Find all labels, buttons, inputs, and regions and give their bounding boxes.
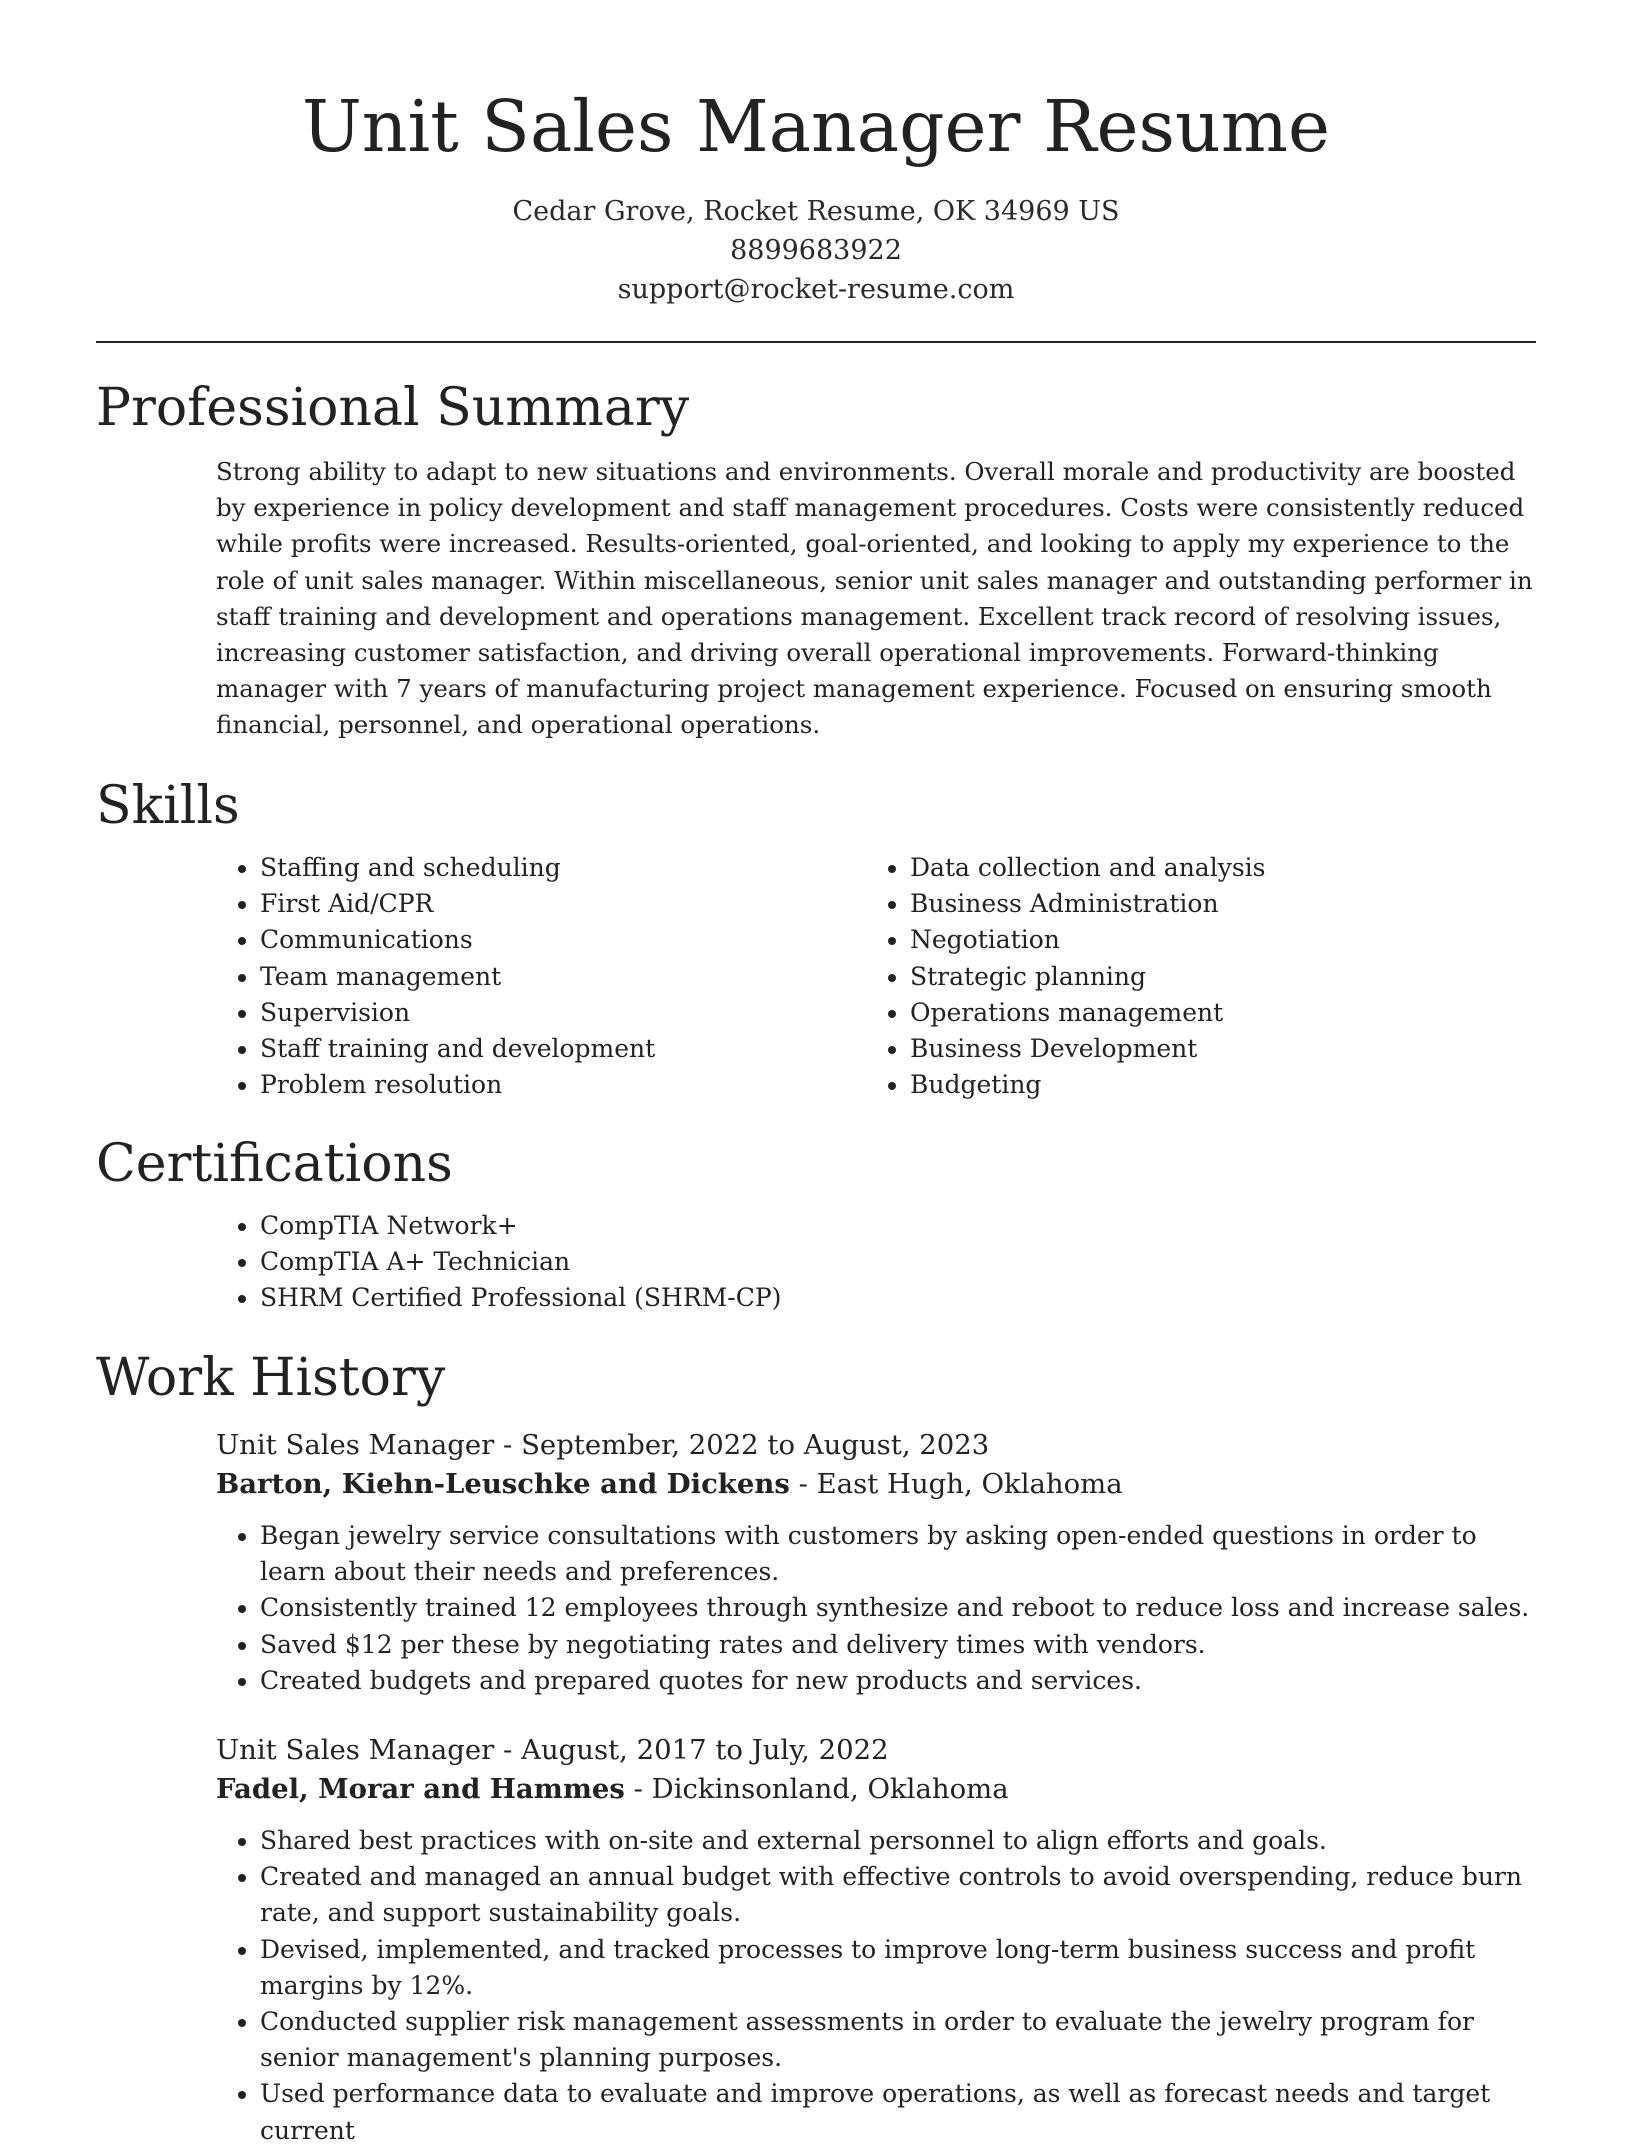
summary-section xyxy=(96,376,1536,744)
certifications-section xyxy=(96,1132,1536,1317)
company-name: Barton, Kiehn-Leuschke and Dickens xyxy=(216,1468,790,1500)
duty-item: • Saved $12 per these by negotiating rates and delivery times with vendors. xyxy=(260,1627,1536,1663)
skill-item: • Business Development xyxy=(910,1031,1516,1067)
summary-heading: Professional Summary xyxy=(96,378,690,438)
job-company-line xyxy=(216,1770,1536,1809)
skill-item: • First Aid/CPR xyxy=(260,886,866,922)
company-name: Fadel, Morar and Hammes xyxy=(216,1773,625,1806)
duty-item: • Consistently trained 12 employees through synthesize and reboot to reduce loss and increase sales. xyxy=(260,1590,1536,1626)
certifications-list xyxy=(216,1208,1536,1317)
skills-columns xyxy=(216,850,1536,1103)
company-location: - Dickinsonland, Oklahoma xyxy=(624,1773,1009,1806)
certification-item: • CompTIA Network+ xyxy=(260,1208,1536,1244)
header-divider xyxy=(96,341,1536,343)
work-history-heading: Work History xyxy=(96,1348,446,1408)
email: support@rocket-resume.com xyxy=(617,274,1015,305)
duty-item: • Used performance data to evaluate and improve operations, as well as forecast needs and target current xyxy=(260,2076,1536,2148)
skill-item: • Supervision xyxy=(260,995,866,1031)
duty-item: • Devised, implemented, and tracked processes to improve long-term business success and profit margins by 12%. xyxy=(260,1932,1536,2004)
skill-item: • Team management xyxy=(260,959,866,995)
job-company-line xyxy=(216,1465,1536,1504)
duty-item: • Created and managed an annual budget with effective controls to avoid overspending, reduce burn rate, and support sustainability goals. xyxy=(260,1859,1536,1931)
summary-text: Strong ability to adapt to new situations and environments. Overall morale and productivity are boosted by experience in policy development and staff management procedures. Costs were consistently reduced while profits were increased. Results-oriented, goal-oriented, and looking to apply my experience to the role of unit sales manager. Within miscellaneous, senior unit sales manager and outstanding performer in staff training and development and operations management. Excellent track record of resolving issues, increasing customer satisfaction, and driving overall operational improvements. Forward-thinking manager with 7 years of manufacturing project management experience. Focused on ensuring smooth financial, personnel, and operational operations. xyxy=(216,457,1533,740)
duty-item: • Began jewelry service consultations with customers by asking open-ended questions in order to learn about their needs and preferences. xyxy=(260,1518,1536,1590)
job-title-line: Unit Sales Manager - August, 2017 to July, 2022 xyxy=(216,1734,889,1767)
skills-heading: Skills xyxy=(96,776,240,836)
certifications-heading: Certifications xyxy=(96,1134,453,1194)
skill-item: • Budgeting xyxy=(910,1067,1516,1103)
certification-item: • SHRM Certified Professional (SHRM-CP) xyxy=(260,1280,1536,1316)
skill-item: • Business Administration xyxy=(910,886,1516,922)
phone: 8899683922 xyxy=(730,235,902,266)
job-duties xyxy=(216,1518,1536,1699)
contact-block xyxy=(0,192,1632,309)
skills-left-column xyxy=(216,850,866,1103)
skill-item: • Problem resolution xyxy=(260,1067,866,1103)
skill-item: • Communications xyxy=(260,922,866,958)
skill-item: • Data collection and analysis xyxy=(910,850,1516,886)
job-title-line: Unit Sales Manager - September, 2022 to August, 2023 xyxy=(216,1429,990,1461)
duty-item: • Created budgets and prepared quotes for new products and services. xyxy=(260,1663,1536,1699)
company-location: - East Hugh, Oklahoma xyxy=(789,1468,1123,1500)
skill-item: • Operations management xyxy=(910,995,1516,1031)
duty-item: • Shared best practices with on-site and external personnel to align efforts and goals. xyxy=(260,1823,1536,1859)
job-duties xyxy=(216,1823,1536,2149)
job-entry xyxy=(216,1426,1536,1699)
skill-item: • Staffing and scheduling xyxy=(260,850,866,886)
skill-item: • Negotiation xyxy=(910,922,1516,958)
skill-item: • Staff training and development xyxy=(260,1031,866,1067)
job-entry xyxy=(216,1731,1536,2149)
address: Cedar Grove, Rocket Resume, OK 34969 US xyxy=(512,196,1120,227)
skill-item: • Strategic planning xyxy=(910,959,1516,995)
skills-right-column xyxy=(866,850,1516,1103)
work-history-section xyxy=(96,1346,1536,2149)
resume-title: Unit Sales Manager Resume xyxy=(301,85,1331,168)
skills-section xyxy=(96,774,1536,1103)
duty-item: • Conducted supplier risk management assessments in order to evaluate the jewelry program for senior management's planning purposes. xyxy=(260,2004,1536,2076)
certification-item: • CompTIA A+ Technician xyxy=(260,1244,1536,1280)
resume-header xyxy=(0,0,1632,309)
